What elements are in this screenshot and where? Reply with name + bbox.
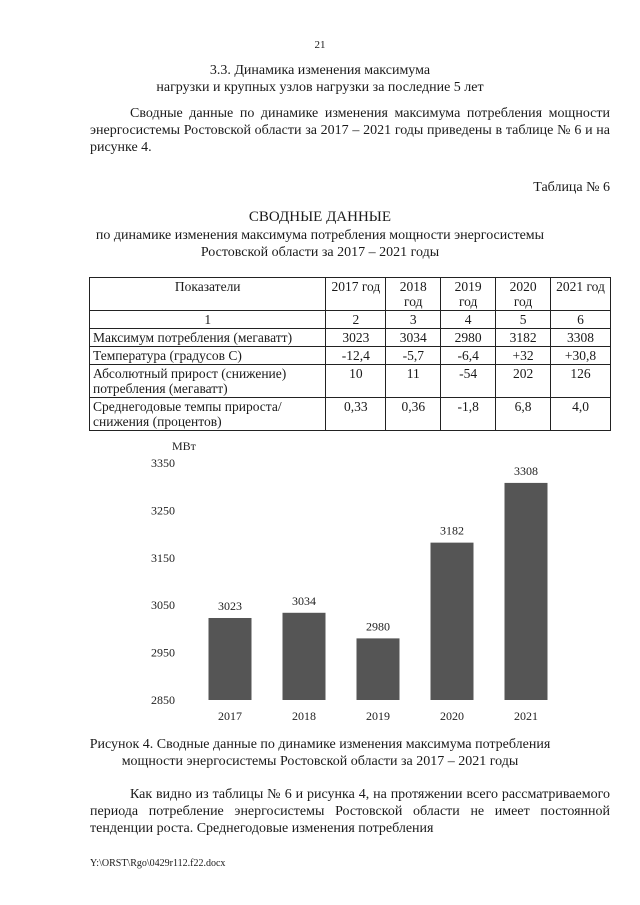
table-title: СВОДНЫЕ ДАННЫЕ <box>248 209 392 225</box>
row-label: Максимум потребления (мегаватт) <box>90 329 326 347</box>
table-cell: 3182 <box>496 329 551 347</box>
intro-paragraph <box>90 105 610 156</box>
summary-table <box>89 277 611 431</box>
table-cell: 202 <box>496 365 551 398</box>
table-cell: 10 <box>326 365 386 398</box>
table-col-number: 5 <box>496 311 551 329</box>
page-number: 21 <box>314 39 326 51</box>
table-cell: 4,0 <box>551 398 611 431</box>
table-subtitle <box>0 227 640 261</box>
intro-text: Сводные данные по динамике изменения максимума потребления мощности энергосистемы Ростовской области за 2017 – 2021 годы приведены в таблице № 6 и на рисунке 4. <box>90 106 610 155</box>
y-tick-label: 2950 <box>151 645 175 660</box>
table-cell: 3034 <box>386 329 441 347</box>
y-tick-label: 3250 <box>151 503 175 518</box>
x-tick-label: 2020 <box>440 709 464 723</box>
figure-caption-line2: мощности энергосистемы Ростовской области за 2017 – 2021 годы <box>121 754 519 769</box>
bar-value-label: 2980 <box>366 619 390 634</box>
table-number: Таблица № 6 <box>533 180 610 195</box>
section-heading-line1: 3.3. Динамика изменения максимума <box>209 63 431 78</box>
table-cell: -12,4 <box>326 347 386 365</box>
body-paragraph <box>90 786 610 837</box>
table-cell: -54 <box>441 365 496 398</box>
y-tick-label: 2850 <box>151 693 175 707</box>
y-tick-label: 3350 <box>151 456 175 470</box>
y-tick-label: 3150 <box>151 550 175 565</box>
table-cell: 0,33 <box>326 398 386 431</box>
table-header-cell: 2017 год <box>326 278 386 311</box>
table-cell: 0,36 <box>386 398 441 431</box>
table-cell: 3308 <box>551 329 611 347</box>
table-row <box>90 347 611 365</box>
table-number-row <box>90 311 611 329</box>
table-row <box>90 329 611 347</box>
table-subtitle-line1: по динамике изменения максимума потребления мощности энергосистемы <box>95 228 545 243</box>
table-cell: 126 <box>551 365 611 398</box>
row-label: Абсолютный прирост (снижение) потребления (мегаватт) <box>90 365 326 398</box>
section-heading-line2: нагрузки и крупных узлов нагрузки за последние 5 лет <box>156 80 484 95</box>
x-tick-label: 2019 <box>366 709 390 723</box>
table-header-cell: 2020 год <box>496 278 551 311</box>
table-col-number: 6 <box>551 311 611 329</box>
body-text: Как видно из таблицы № 6 и рисунка 4, на протяжении всего рассматриваемого периода потребление энергосистемы Ростовской области не имеет постоянной тенденции роста. Среднегодовые изменения потребления <box>90 787 610 836</box>
table-cell: -1,8 <box>441 398 496 431</box>
x-tick-label: 2017 <box>218 709 242 723</box>
consumption-bar-chart <box>130 438 570 728</box>
row-label: Температура (градусов С) <box>90 347 326 365</box>
table-cell: -6,4 <box>441 347 496 365</box>
table-header-row <box>90 278 611 311</box>
table-cell: 3023 <box>326 329 386 347</box>
bar-value-label: 3308 <box>514 463 538 478</box>
table-row <box>90 365 611 398</box>
table-cell: -5,7 <box>386 347 441 365</box>
table-cell: +32 <box>496 347 551 365</box>
section-heading <box>0 62 640 96</box>
figure-caption-line1: Рисунок 4. Сводные данные по динамике изменения максимума потребления <box>89 737 551 752</box>
table-row <box>90 398 611 431</box>
bar-2020 <box>431 543 474 700</box>
table-header-cell: 2019 год <box>441 278 496 311</box>
table-subtitle-line2: Ростовской области за 2017 – 2021 годы <box>200 245 440 260</box>
table-cell: 2980 <box>441 329 496 347</box>
figure-caption <box>0 736 640 770</box>
y-axis-label: МВт <box>172 439 196 453</box>
table-col-number: 1 <box>90 311 326 329</box>
x-tick-label: 2018 <box>292 709 316 723</box>
table-header-cell: 2018 год <box>386 278 441 311</box>
table-header-cell: Показатели <box>90 278 326 311</box>
file-path-footer: Y:\ORST\Rgo\0429r112.f22.docx <box>90 858 226 869</box>
x-tick-label: 2021 <box>514 709 538 723</box>
row-label: Среднегодовые темпы прироста/снижения (процентов) <box>90 398 326 431</box>
bar-2018 <box>283 613 326 700</box>
table-cell: 11 <box>386 365 441 398</box>
table-col-number: 2 <box>326 311 386 329</box>
bar-2017 <box>209 618 252 700</box>
bar-2021 <box>505 483 548 700</box>
table-cell: 6,8 <box>496 398 551 431</box>
y-tick-label: 3050 <box>151 598 175 613</box>
bar-2019 <box>357 638 400 700</box>
table-col-number: 4 <box>441 311 496 329</box>
bar-value-label: 3182 <box>440 523 464 538</box>
bar-value-label: 3023 <box>218 598 242 613</box>
bar-value-label: 3034 <box>292 593 316 608</box>
table-col-number: 3 <box>386 311 441 329</box>
table-header-cell: 2021 год <box>551 278 611 311</box>
table-cell: +30,8 <box>551 347 611 365</box>
